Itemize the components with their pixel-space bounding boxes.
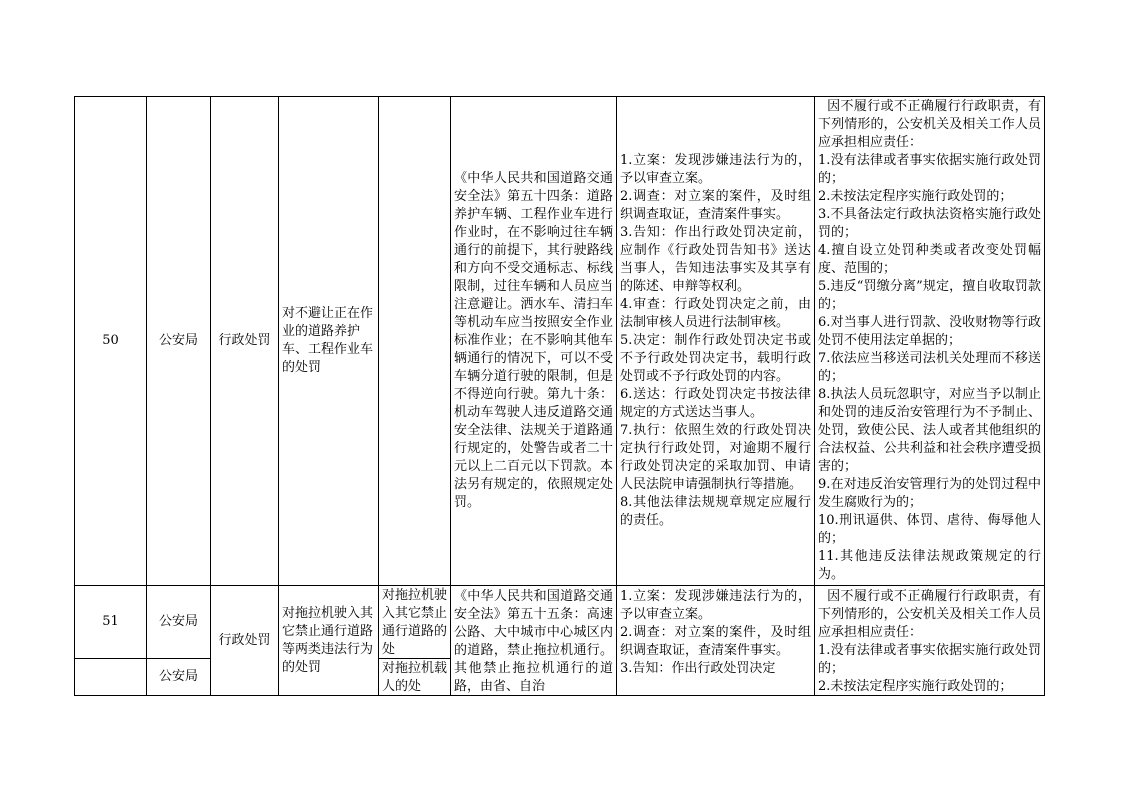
liability-item: 3.不具备法定行政执法资格实施行政处罚的； (818, 207, 1041, 240)
procedure-step: 1.立案：发现涉嫌违法行为的，予以审查立案。 (620, 153, 811, 186)
category-cell (211, 97, 279, 586)
liability-list (815, 97, 1044, 585)
department-cell (147, 586, 211, 659)
liability-item: 1.没有法律或者事实依据实施行政处罚的； (818, 642, 1041, 676)
liability-list (815, 587, 1044, 695)
legal-basis-cell (451, 586, 617, 696)
liability-item: 2.未按法定程序实施行政处罚的； (818, 189, 1013, 204)
procedure-step: 1.立案：发现涉嫌违法行为的，予以审查立案。 (620, 588, 811, 622)
liability-item: 4.擅自设立处罚种类或者改变处罚幅度、范围的； (818, 243, 1041, 276)
legal-basis: 《中华人民共和国道路交通安全法》第五十四条：道路养护车辆、工程作业车进行作业时，在不影响过往车辆通行的前提下，其行驶路线和方向不受交通标志、标线限制，过往车辆和人员应当注意避让。洒水车、清扫车等机动车应当按照安全作业标准作业；在不影响其他车辆通行的情况下，可以不受车辆分道行驶的限制，但是不得逆向行驶。第九十条：机动车驾驶人违反道路交通安全法律、法规关于道路通行规定的，处警告或者二十元以上二百元以下罚款。本法另有规定的，依照规定处罚。 (454, 171, 613, 510)
department-second: 公安局 (158, 669, 198, 684)
sub-item-cell (379, 586, 451, 659)
sub-item (379, 340, 450, 342)
procedure-list (617, 151, 814, 531)
category: 行政处罚 (218, 632, 271, 648)
legal-basis: 《中华人民共和国道路交通安全法》第五十五条：高速公路、大中城市中心城区内的道路，禁止拖拉机通行。其他禁止拖拉机通行的道路，由省、自治 (454, 588, 613, 694)
liability-intro: 因不履行或不正确履行行政职责，有下列情形的，公安机关及相关工作人员应承担相应责任： (818, 99, 1041, 150)
row-number-cell-empty (75, 659, 147, 696)
row-number-cell (75, 586, 147, 659)
item-name-cell (279, 586, 379, 696)
row-number: 50 (102, 333, 119, 348)
row-number: 51 (102, 614, 119, 629)
category-cell (211, 586, 279, 696)
row-number-cell (75, 97, 147, 586)
liability-cell (815, 97, 1045, 586)
liability-item: 9.在对违反治安管理行为的处罚过程中发生腐败行为的； (818, 477, 1041, 510)
procedure-step: 3.告知：作出行政处罚决定前，应制作《行政处罚告知书》送达当事人，告知违法事实及其享有的陈述、申辩等权利。 (620, 225, 811, 294)
department-cell (147, 659, 211, 696)
department: 公安局 (158, 333, 198, 348)
procedure-cell (617, 97, 815, 586)
liability-item: 2.未按法定程序实施行政处罚的； (818, 678, 1013, 694)
table-row-50 (75, 97, 1045, 586)
procedure-cell (617, 586, 815, 696)
liability-item: 6.对当事人进行罚款、没收财物等行政处罚不使用法定单据的； (818, 315, 1041, 348)
table-row-51 (75, 586, 1045, 659)
procedure-step: 8.其他法律法规规章规定应履行的责任。 (620, 495, 811, 528)
procedure-list (617, 587, 814, 695)
category: 行政处罚 (218, 333, 271, 348)
liability-item: 7.依法应当移送司法机关处理而不移送的； (818, 351, 1041, 384)
liability-item: 5.违反“罚缴分离”规定，擅自收取罚款的； (818, 279, 1041, 312)
liability-item: 10.刑讯逼供、体罚、虐待、侮辱他人的； (818, 513, 1041, 546)
item-name: 对拖拉机驶入其它禁止通行道路等两类违法行为的处罚 (282, 605, 374, 675)
legal-basis-cell (451, 97, 617, 586)
liability-item: 11.其他违反法律法规政策规定的行为。 (818, 549, 1041, 582)
department-cell (147, 97, 211, 586)
responsibility-table (74, 96, 1045, 696)
sub-item: 对拖拉机驶入其它禁止通行道路的处 (382, 588, 448, 657)
procedure-step: 4.审查：行政处罚决定之前，由法制审核人员进行法制审核。 (620, 297, 811, 330)
procedure-step: 2.调查：对立案的案件，及时组织调查取证，查清案件事实。 (620, 624, 811, 658)
procedure-step: 3.告知：作出行政处罚决定 (620, 660, 776, 676)
procedure-step: 7.执行：依照生效的行政处罚决定执行行政处罚，对逾期不履行行政处罚决定的采取加罚、申请人民法院申请强制执行等措施。 (620, 423, 811, 492)
procedure-step: 5.决定：制作行政处罚决定书或不予行政处罚决定书，载明行政处罚或不予行政处罚的内容。 (620, 333, 811, 384)
liability-item: 8.执法人员玩忽职守，对应当予以制止和处罚的违反治安管理行为不予制止、处罚，致使公民、法人或者其他组织的合法权益、公共利益和社会秩序遭受损害的； (818, 387, 1041, 474)
sub-item-cell (379, 97, 451, 586)
sub-item: 对拖拉机载人的处 (382, 661, 448, 694)
item-name-cell (279, 97, 379, 586)
liability-intro: 因不履行或不正确履行行政职责，有下列情形的，公安机关及相关工作人员应承担相应责任： (818, 588, 1041, 640)
procedure-step: 2.调查：对立案的案件，及时组织调查取证，查清案件事实。 (620, 189, 811, 222)
liability-cell (815, 586, 1045, 696)
sub-item-cell (379, 659, 451, 696)
procedure-step: 6.送达：行政处罚决定书按法律规定的方式送达当事人。 (620, 387, 811, 420)
liability-item: 1.没有法律或者事实依据实施行政处罚的； (818, 153, 1041, 186)
department: 公安局 (158, 614, 198, 629)
item-name: 对不避让正在作业的道路养护车、工程作业车的处罚 (282, 306, 374, 375)
